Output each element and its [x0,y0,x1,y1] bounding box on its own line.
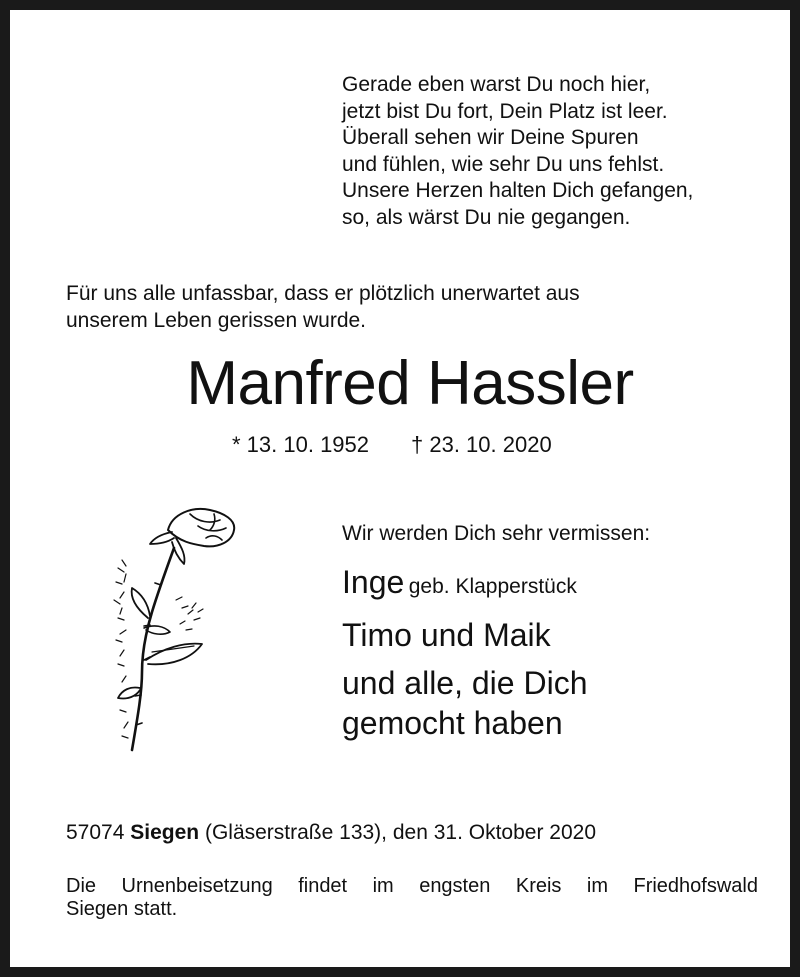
poem-line: Gerade eben warst Du noch hier, [342,73,651,96]
funeral-line: Siegen statt. [66,898,178,920]
life-dates [232,431,552,459]
birth-date: * 13. 10. 1952 [232,432,370,457]
address-date: (Gläserstraße 133), den 31. Oktober 2020 [204,821,596,844]
poem-line: so, als wärst Du nie gegangen. [342,205,631,229]
others-line: und alle, die Dich [342,665,588,701]
intro-line: Für uns alle unfassbar, dass er plötzlich unerwartet aus [66,282,580,305]
spouse-line [342,562,650,609]
poem-line: Überall sehen wir Deine Spuren [342,126,639,149]
spouse-maiden-name: geb. Klapperstück [408,575,577,598]
spouse-name: Inge [342,564,405,600]
others-text [342,663,650,743]
city-name: Siegen [130,821,200,844]
place-date-line [66,819,596,847]
intro-line: unserem Leben gerissen wurde. [66,309,367,332]
others-line: gemocht haben [342,705,563,741]
rose-icon [106,500,246,755]
poem-line: Unsere Herzen halten Dich gefangen, [342,179,694,202]
mourners-intro: Wir werden Dich sehr vermissen: [342,522,651,545]
zip-code: 57074 [66,821,125,844]
children-names: Timo und Maik [342,617,551,653]
funeral-notice [66,875,758,921]
poem-line: und fühlen, wie sehr Du uns fehlst. [342,152,665,176]
intro-text [66,280,766,334]
poem [342,72,693,231]
poem-line: jetzt bist Du fort, Dein Platz ist leer. [342,99,668,123]
mourners-block [342,520,650,743]
deceased-name: Manfred Hassler [186,349,634,418]
funeral-line: Die Urnenbeisetzung findet im engsten Kreis im Friedhofswald [66,875,758,897]
death-date: † 23. 10. 2020 [411,432,552,457]
